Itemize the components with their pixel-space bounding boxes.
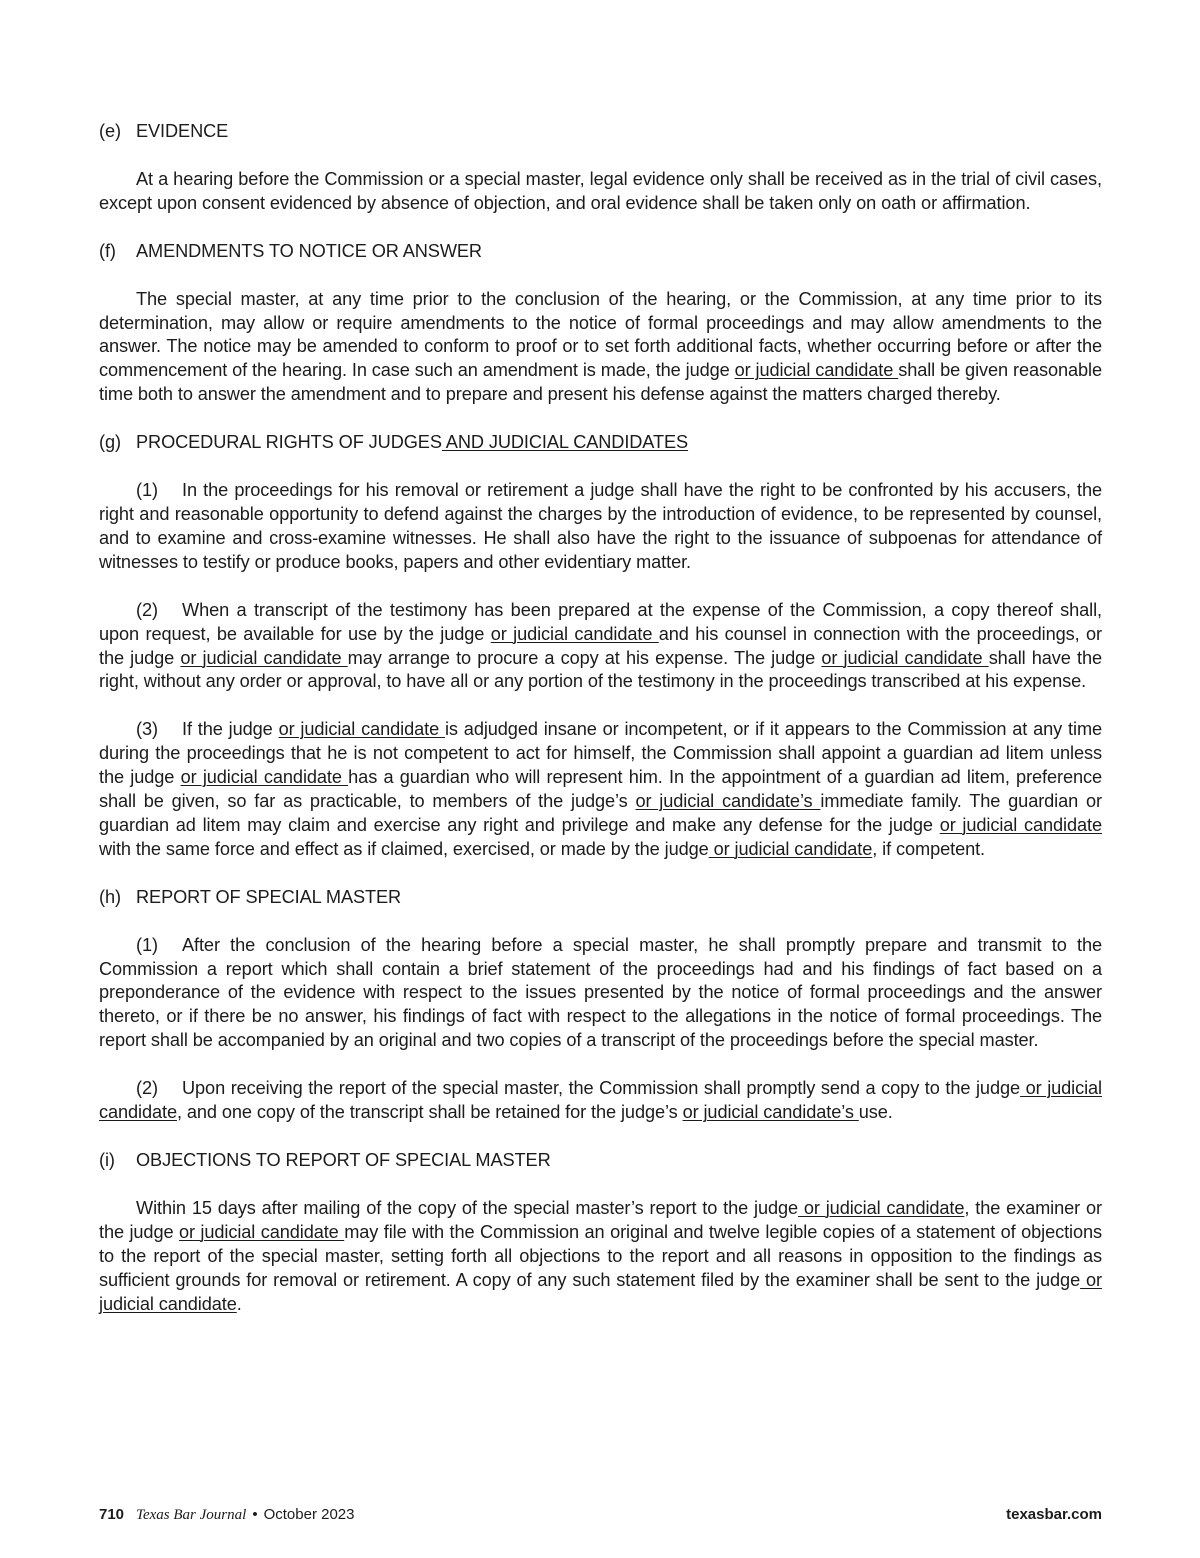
inserted-text: or judicial candidate [180, 647, 348, 668]
body-text: may file with the Commission an original and twelve legible copies of a statement of objections to the report of the special master, setting forth all objections to the report and all reasons in opposition to the findings as sufficient grounds for removal or retirement. A copy of any such statement filed by the examiner shall be sent to the judge [99, 1221, 1102, 1290]
body-text: and his counsel in connection with the proceedings, or the judge [99, 623, 1102, 668]
section-title [136, 886, 401, 910]
section-letter: (g) [99, 432, 121, 453]
body-text: . [236, 1293, 242, 1314]
inserted-text: or judicial candidate [99, 1078, 1103, 1123]
body-text: with the same force and effect as if claimed, exercised, or made by the judge [99, 838, 709, 859]
section-title [136, 120, 228, 144]
section-title-insertion: AND JUDICIAL CANDIDATES [441, 432, 689, 453]
body-text: use. [858, 1102, 893, 1123]
paragraph [99, 599, 1102, 695]
body-text: has a guardian who will represent him. In the appointment of a guardian ad litem, preference shall be given, so far as practicable, to members of the judge’s [99, 767, 1103, 812]
section-title-text: REPORT OF SPECIAL MASTER [136, 886, 402, 907]
paragraph [99, 934, 1102, 1054]
body-text: If the judge [182, 719, 279, 740]
section-heading [99, 240, 1102, 264]
paragraph-number: (3) [136, 719, 158, 740]
inserted-text: or judicial candidate [798, 1197, 965, 1218]
inserted-text: or judicial candidate [490, 623, 659, 644]
body-text: The special master, at any time prior to the conclusion of the hearing, or the Commission, at any time prior to its determination, may allow or require amendments to the notice of formal proceedings and may allow amendments to the answer. The notice may be amended to conform to proof or to set forth additional facts, whether occurring before or after the commencement of the hearing. In case such an amendment is made, the judge [99, 288, 1102, 381]
body-text: shall have the right, without any order or approval, to have all or any portion of the testimony in the proceedings transcribed at his expense. [99, 647, 1102, 692]
body-text: , and one copy of the transcript shall be retained for the judge’s [176, 1102, 683, 1123]
body-text: At a hearing before the Commission or a special master, legal evidence only shall be received as in the trial of civil cases, except upon consent evidenced by absence of objection, and oral evidence shall be taken only on oath or affirmation. [99, 168, 1102, 213]
body-text: shall be given reasonable time both to answer the amendment and to prepare and present his defense against the matters charged thereby. [99, 360, 1102, 405]
body-text: may arrange to procure a copy at his expense. The judge [347, 647, 822, 668]
section-title-text: PROCEDURAL RIGHTS OF JUDGES [136, 432, 442, 453]
body-text: Within 15 days after mailing of the copy of the special master’s report to the judge [136, 1197, 798, 1218]
footer-left [99, 1504, 354, 1526]
issue-date: October 2023 [263, 1506, 355, 1523]
paragraph-number: (1) [136, 934, 158, 955]
inserted-text: or judicial candidate [99, 1269, 1102, 1314]
section-heading [99, 431, 1102, 455]
body-text: Upon receiving the report of the special master, the Commission shall promptly send a copy to the judge [182, 1078, 1020, 1099]
section-letter: (f) [99, 240, 116, 261]
body-text: immediate family. The guardian or guardian ad litem may claim and exercise any right and privilege and make any defense for the judge [99, 791, 1102, 835]
document-body [99, 120, 1102, 1340]
section-heading [99, 1149, 1102, 1173]
paragraph [99, 1197, 1102, 1317]
paragraph [99, 1077, 1102, 1125]
body-text: In the proceedings for his removal or retirement a judge shall have the right to be confronted by his accusers, the right and reasonable opportunity to defend against the charges by the introduction of evidence, to be represented by counsel, and to examine and cross-examine witnesses. He shall also have the right to the issuance of subpoenas for attendance of witnesses to testify or produce books, papers and other evidentiary matter. [99, 480, 1102, 572]
paragraph-number: (2) [136, 599, 158, 620]
body-text: After the conclusion of the hearing before a special master, he shall promptly prepare and transmit to the Commission a report which shall contain a brief statement of the proceedings had and his findings of fact based on a preponderance of the evidence with respect to the issues presented by the notice of formal proceedings and the answer thereto, or if there be no answer, his findings of fact with respect to the allegations in the notice of formal proceedings. The report shall be accompanied by an original and two copies of a transcript of the proceedings before the special master. [99, 934, 1102, 1051]
body-text: , the examiner or the judge [99, 1197, 1102, 1242]
paragraph [99, 479, 1102, 575]
inserted-text: or judicial candidate [734, 360, 899, 381]
inserted-text: or judicial candidate [178, 1221, 345, 1242]
section-letter: (e) [99, 121, 121, 141]
body-text: When a transcript of the testimony has been prepared at the expense of the Commission, a copy thereof shall, upon request, be available for use by the judge [99, 599, 1102, 644]
section-heading [99, 886, 1102, 910]
section-title [136, 1149, 551, 1173]
paragraph [99, 288, 1102, 408]
inserted-text: or judicial candidate [708, 838, 873, 859]
inserted-text: or judicial candidate [278, 719, 445, 740]
inserted-text: or judicial candidate [821, 647, 989, 668]
section-title-text: AMENDMENTS TO NOTICE OR ANSWER [136, 240, 482, 261]
paragraph [99, 718, 1102, 861]
body-text: , if competent. [872, 838, 986, 859]
page-number: 710 [99, 1506, 125, 1523]
section-heading [99, 120, 1102, 144]
body-text: is adjudged insane or incompetent, or if it appears to the Commission at any time during the proceedings that he is not competent to act for himself, the Commission shall appoint a guardian ad litem unless the judge [99, 719, 1103, 788]
inserted-text: or judicial candidate’s [635, 791, 821, 812]
site-url: texasbar.com [1006, 1506, 1102, 1523]
paragraph-number: (1) [136, 480, 158, 501]
paragraph [99, 168, 1102, 216]
inserted-text: or judicial candidate’s [682, 1102, 859, 1123]
section-title-text: OBJECTIONS TO REPORT OF SPECIAL MASTER [136, 1150, 551, 1170]
footer-bullet: • [252, 1506, 258, 1523]
journal-name: Texas Bar Journal [136, 1507, 247, 1523]
inserted-text: or judicial candidate [180, 767, 349, 788]
section-title-text: EVIDENCE [136, 121, 229, 141]
section-title [136, 240, 482, 264]
section-letter: (i) [99, 1150, 115, 1170]
section-letter: (h) [99, 886, 121, 907]
inserted-text: or judicial candidate [939, 814, 1102, 835]
page-footer [99, 1504, 1102, 1526]
section-title [136, 431, 688, 455]
paragraph-number: (2) [136, 1078, 158, 1099]
